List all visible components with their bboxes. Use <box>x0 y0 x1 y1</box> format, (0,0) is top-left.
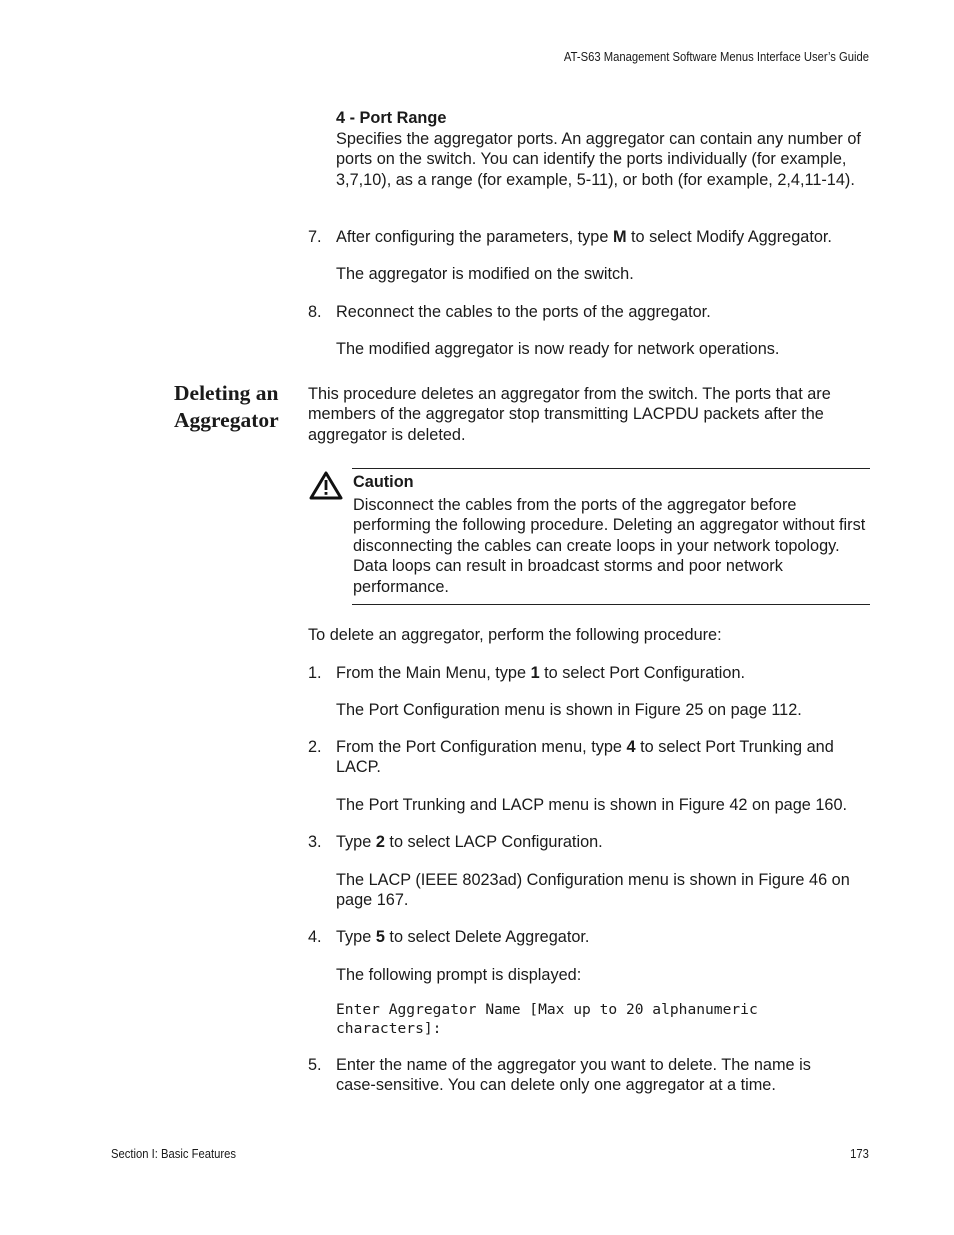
step-3-number: 3. <box>308 833 322 851</box>
command-prompt-line1: Enter Aggregator Name [Max up to 20 alphanumeric <box>336 1001 758 1018</box>
step-8-result: The modified aggregator is now ready for network operations. <box>336 340 780 358</box>
step-4-text: Type 5 to select Delete Aggregator. <box>336 928 590 946</box>
running-header: AT-S63 Management Software Menus Interface User’s Guide <box>563 50 869 64</box>
step-8-text: Reconnect the cables to the ports of the aggregator. <box>336 303 711 321</box>
step-3-text: Type 2 to select LACP Configuration. <box>336 833 603 851</box>
procedure-intro: To delete an aggregator, perform the following procedure: <box>308 626 722 644</box>
step-5-number: 5. <box>308 1056 322 1074</box>
step-3-key: 2 <box>375 833 385 851</box>
step-4-key: 5 <box>375 928 385 946</box>
section-intro: This procedure deletes an aggregator from the switch. The ports that are members of the aggregator stop transmitting LACPDU packets after the aggregator is deleted. <box>308 385 831 444</box>
step-4-result: The following prompt is displayed: <box>336 966 582 984</box>
step-1-text: From the Main Menu, type 1 to select Port Configuration. <box>336 664 746 682</box>
step-4-number: 4. <box>308 928 322 946</box>
step-7-text: After configuring the parameters, type M to select Modify Aggregator. <box>336 228 832 246</box>
section-heading-line1: Deleting an <box>174 381 279 405</box>
step-5-text: Enter the name of the aggregator you want to delete. The name is case-sensitive. You can delete only one aggregator at a time. <box>336 1056 811 1095</box>
caution-title: Caution <box>353 473 414 491</box>
port-range-title: 4 - Port Range <box>336 109 447 127</box>
step-7-result: The aggregator is modified on the switch. <box>336 265 634 283</box>
step-7-key: M <box>612 228 627 246</box>
footer-section: Section I: Basic Features <box>111 1147 237 1161</box>
caution-bottom-rule <box>352 604 870 605</box>
step-7-number: 7. <box>308 228 322 246</box>
step-2-number: 2. <box>308 738 322 756</box>
step-1-key: 1 <box>530 664 540 682</box>
step-8-number: 8. <box>308 303 322 321</box>
command-prompt <box>336 1001 758 1038</box>
section-heading-line2: Aggregator <box>174 408 279 432</box>
step-2-key: 4 <box>626 738 636 756</box>
caution-top-rule <box>352 468 870 469</box>
command-prompt-line2: characters]: <box>336 1019 442 1037</box>
warning-triangle-icon <box>309 470 345 502</box>
step-1-result: The Port Configuration menu is shown in Figure 25 on page 112. <box>336 701 802 719</box>
step-2-text: From the Port Configuration menu, type 4 to select Port Trunking and LACP. <box>336 738 834 777</box>
section-heading <box>174 380 299 434</box>
step-1-number: 1. <box>308 664 322 682</box>
step-3-result: The LACP (IEEE 8023ad) Configuration menu is shown in Figure 46 on page 167. <box>336 871 850 910</box>
caution-text: Disconnect the cables from the ports of the aggregator before performing the following procedure. Deleting an aggregator without first disconnecting the cables can create loops in your network topology. Data loops can result in broadcast storms and poor network performance. <box>353 496 866 596</box>
page-number: 173 <box>850 1147 869 1161</box>
port-range-description: Specifies the aggregator ports. An aggregator can contain any number of ports on the switch. You can identify the ports individually (for example, 3,7,10), as a range (for example, 5-11), or both (for example, 2,4,11-14). <box>336 130 861 189</box>
step-2-result: The Port Trunking and LACP menu is shown in Figure 42 on page 160. <box>336 796 848 814</box>
